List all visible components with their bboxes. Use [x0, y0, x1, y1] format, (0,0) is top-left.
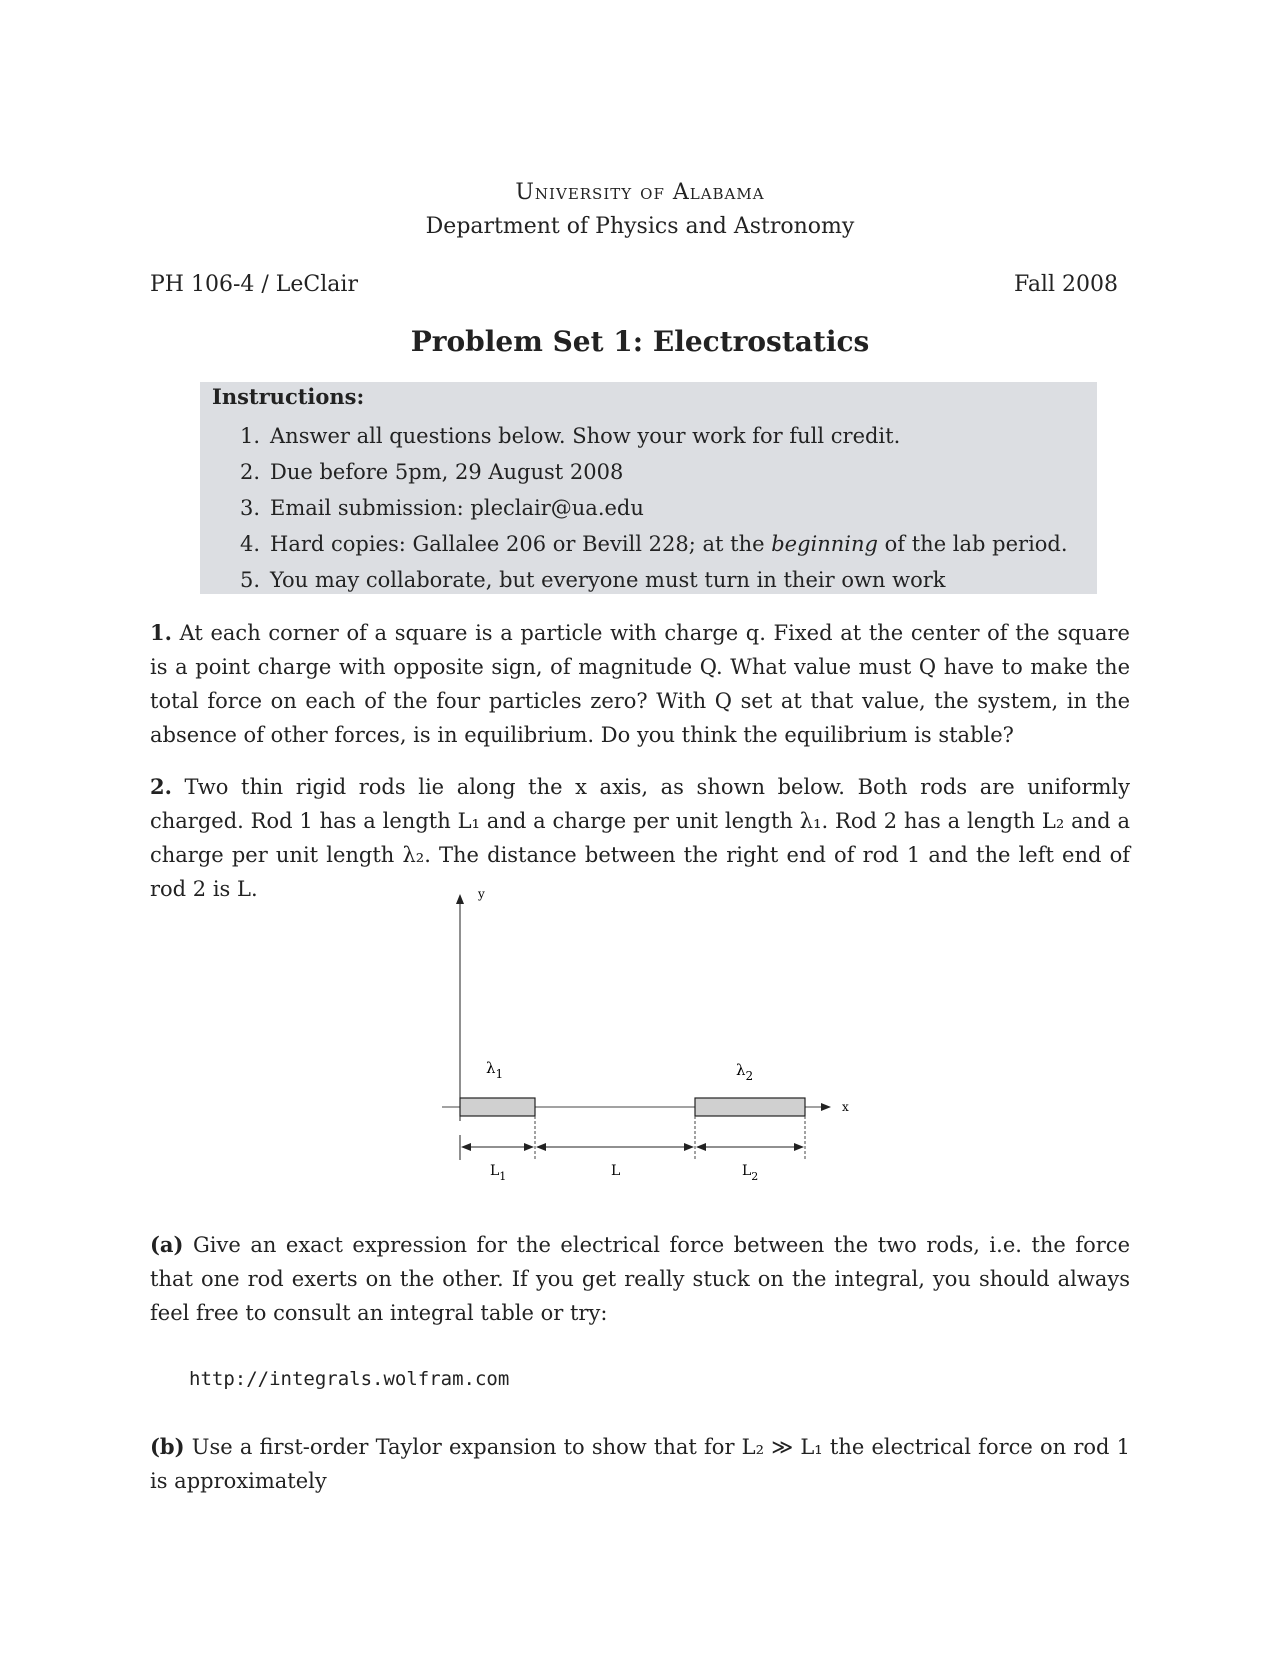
- instructions-box: [200, 382, 1097, 594]
- instruction-item: 3. Email submission: pleclair@ua.edu: [240, 496, 644, 520]
- part-a: (a) Give an exact expression for the electrical force between the two rods, i.e. the force that one rod exerts on the other. If you get really stuck on the integral, you should always feel free to consult an integral table or try:: [150, 1232, 1130, 1325]
- problem-1: 1. At each corner of a square is a particle with charge q. Fixed at the center of the square is a point charge with opposite sign, of magnitude Q. What value must Q have to make the total force on each of the four particles zero? With Q set at that value, the system, in the absence of other forces, is in equilibrium. Do you think the equilibrium is stable?: [150, 620, 1130, 747]
- department-name: Department of Physics and Astronomy: [425, 214, 855, 239]
- part-b: (b) Use a first-order Taylor expansion to show that for L₂ ≫ L₁ the electrical force on rod 1 is approximately: [150, 1434, 1130, 1493]
- instruction-item: 4. Hard copies: Gallalee 206 or Bevill 228; at the beginning of the lab period.: [240, 532, 1068, 556]
- L2-label: $L_2$: [742, 1163, 759, 1183]
- rod-2: [695, 1098, 805, 1116]
- instruction-item: 5. You may collaborate, but everyone must turn in their own work: [240, 568, 946, 592]
- page-title: Problem Set 1: Electrostatics: [410, 325, 870, 358]
- L1-label: $L_1$: [490, 1163, 507, 1183]
- y-axis-label: y: [478, 887, 485, 901]
- instruction-item: 1. Answer all questions below. Show your work for full credit.: [240, 424, 901, 448]
- x-axis-label: x: [842, 1100, 849, 1114]
- rods-diagram: [430, 885, 870, 1205]
- L-label: L: [611, 1163, 621, 1179]
- term-label: Fall 2008: [1014, 272, 1118, 297]
- instructions-list: [200, 418, 1068, 598]
- lambda-2-label: $\lambda_2$: [736, 1061, 754, 1083]
- instruction-item: 2. Due before 5pm, 29 August 2008: [240, 460, 624, 484]
- university-name: University of Alabama: [515, 180, 765, 205]
- rod-1: [460, 1098, 535, 1116]
- lambda-1-label: $\lambda_1$: [486, 1059, 504, 1081]
- problem-2: 2. Two thin rigid rods lie along the x axis, as shown below. Both rods are uniformly charged. Rod 1 has a length L₁ and a charge per unit length λ₁. Rod 2 has a length L₂ and a charge per unit length λ₂. The distance between the right end of rod 1 and the left end of rod 2 is L.: [150, 774, 1130, 901]
- instructions-heading: Instructions:: [212, 384, 365, 409]
- course-label: PH 106-4 / LeClair: [150, 272, 358, 297]
- wolfram-url: http://integrals.wolfram.com: [189, 1368, 510, 1390]
